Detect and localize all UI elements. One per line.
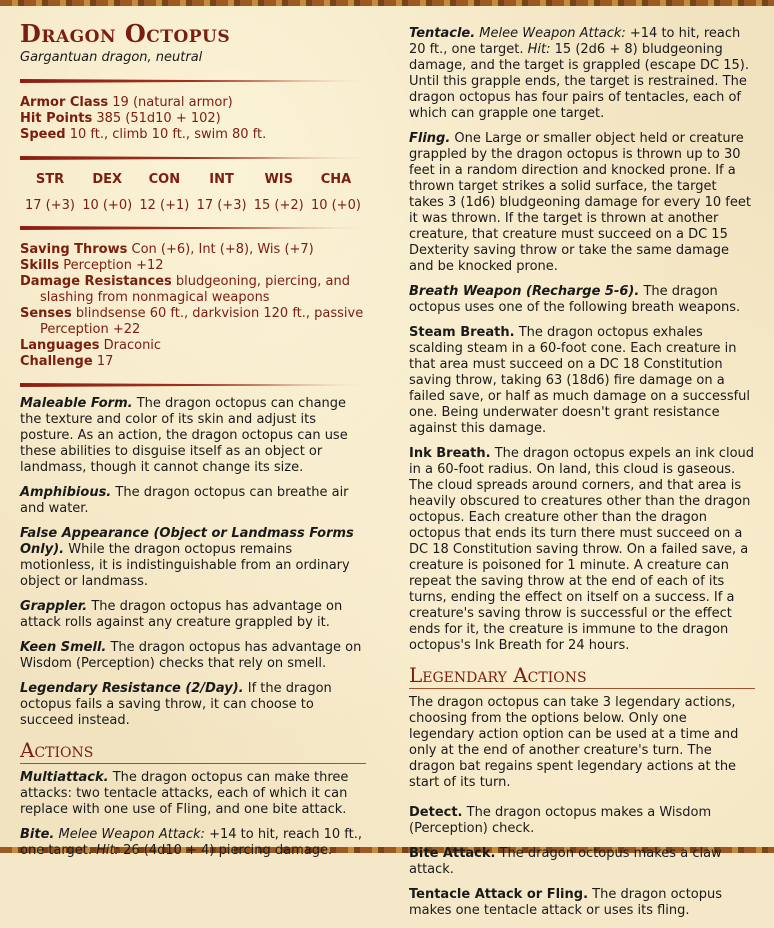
ability-cha: CHA 10 (+0): [310, 172, 361, 213]
legendary-tentacle-fling: Tentacle Attack or Fling. The dragon octopus makes one tentacle attack or uses its fling.: [409, 887, 723, 918]
trait-legendary-resistance: Legendary Resistance (2/Day). If the dragon octopus fails a saving throw, it can choose to succeed instead.: [20, 681, 332, 728]
actions-heading: Actions: [20, 738, 366, 764]
ability-wis: WIS 15 (+2): [253, 172, 304, 213]
trait-amphibious: Amphibious. The dragon octopus can breathe air and water.: [20, 485, 349, 516]
challenge: Challenge 17: [20, 354, 114, 369]
divider: [20, 156, 366, 160]
action-multiattack: Multiattack. The dragon octopus can make three attacks: two tentacle attacks, each of which it can replace with one use of Fling, and one bite attack.: [20, 770, 349, 817]
trait-keen-smell: Keen Smell. The dragon octopus has advantage on Wisdom (Perception) checks that rely on smell.: [20, 640, 362, 671]
creature-name: Dragon Octopus: [20, 19, 231, 48]
saving-throws: Saving Throws Con (+6), Int (+8), Wis (+7): [20, 242, 314, 257]
creature-type-line: Gargantuan dragon, neutral: [20, 50, 203, 65]
action-tentacle: Tentacle. Melee Weapon Attack: +14 to hit, reach 20 ft., one target. Hit: 15 (2d6 + 8) bludgeoning damage, and the target is grappled (escape DC 15). Until this grapple ends, the target is restrained. The dragon octopus has four pairs of tentacles, each of which can grapple one target.: [409, 26, 749, 121]
speed: Speed 10 ft., climb 10 ft., swim 80 ft.: [20, 127, 267, 142]
action-fling: Fling. One Large or smaller object held or creature grappled by the dragon octopus is thrown up to 30 feet in a random direction and knocked prone. If a thrown target strikes a solid surface, the target takes 3 (1d6) bludgeoning damage for every 10 feet it was thrown. If the target is thrown at another creature, that creature must succeed on a DC 15 Dexterity saving throw or take the same damage and be knocked prone.: [409, 131, 751, 274]
divider: [20, 383, 366, 387]
divider: [20, 79, 366, 83]
trait-grappler: Grappler. The dragon octopus has advantage on attack rolls against any creature grappled by it.: [20, 599, 343, 630]
ability-con: CON 12 (+1): [139, 172, 190, 213]
trait-false-appearance: False Appearance (Object or Landmass Forms Only). While the dragon octopus remains motionless, it is indistinguishable from an ordinary object or landmass.: [20, 526, 354, 589]
ability-dex: DEX 10 (+0): [82, 172, 133, 213]
skills: Skills Perception +12: [20, 258, 164, 273]
action-breath-weapon: Breath Weapon (Recharge 5-6). The dragon octopus uses one of the following breath weapons.: [409, 284, 741, 315]
right-column: [409, 26, 755, 928]
languages: Languages Draconic: [20, 338, 162, 353]
senses: Senses blindsense 60 ft., darkvision 120 ft., passive Perception +22: [20, 306, 364, 337]
divider: [20, 226, 366, 230]
action-ink-breath: Ink Breath. The dragon octopus expels an ink cloud in a 60-foot radius. On land, this cloud is gaseous. The cloud spreads around corners, and that area is heavily obscured to creatures other than the dragon octopus. Each creature other than the dragon octopus that ends its turn there must succeed on a DC 18 Constitution saving throw. On a failed save, a creature is poisoned for 1 minute. A creature can repeat the saving throw at the end of each of its turns, ending the effect on itself on a success. If a creature's saving throw is successful or the effect ends for it, the creature is immune to the dragon octopus's Ink Breath for 24 hours.: [409, 446, 755, 653]
legendary-intro: The dragon octopus can take 3 legendary actions, choosing from the options below. Only one legendary action option can be used at a time and only at the end of another creature's turn. The dragon bat regains spent legendary actions at the start of its turn.: [409, 695, 739, 790]
legendary-detect: Detect. The dragon octopus makes a Wisdom (Perception) check.: [409, 805, 712, 836]
ability-int: INT 17 (+3): [196, 172, 247, 213]
hit-points: Hit Points 385 (51d10 + 102): [20, 111, 221, 126]
top-border: [0, 0, 774, 6]
damage-resistances: Damage Resistances bludgeoning, piercing, and slashing from nonmagical weapons: [20, 274, 350, 305]
trait-maleable-form: Maleable Form. The dragon octopus can change the texture and color of its skin and adjust its posture. As an action, the dragon octopus can use these abilities to disguise itself as an object or landmass, though it cannot change its size.: [20, 396, 348, 475]
legendary-actions-heading: Legendary Actions: [409, 663, 755, 689]
armor-class: Armor Class 19 (natural armor): [20, 95, 233, 110]
legendary-bite-attack: Bite Attack. The dragon octopus makes a claw attack.: [409, 846, 722, 877]
ability-str: STR 17 (+3): [25, 172, 75, 213]
left-column: [20, 14, 366, 868]
action-bite: Bite. Melee Weapon Attack: +14 to hit, reach 10 ft., one target. Hit: 26 (4d10 + 4) piercing damage.: [20, 827, 362, 858]
action-steam-breath: Steam Breath. The dragon octopus exhales scalding steam in a 60-foot cone. Each creature in that area must succeed on a DC 18 Constitution saving throw, taking 63 (18d6) fire damage on a failed save, or half as much damage on a successful one. Being underwater doesn't grant resistance against this damage.: [409, 325, 751, 436]
ability-scores: [20, 172, 366, 214]
